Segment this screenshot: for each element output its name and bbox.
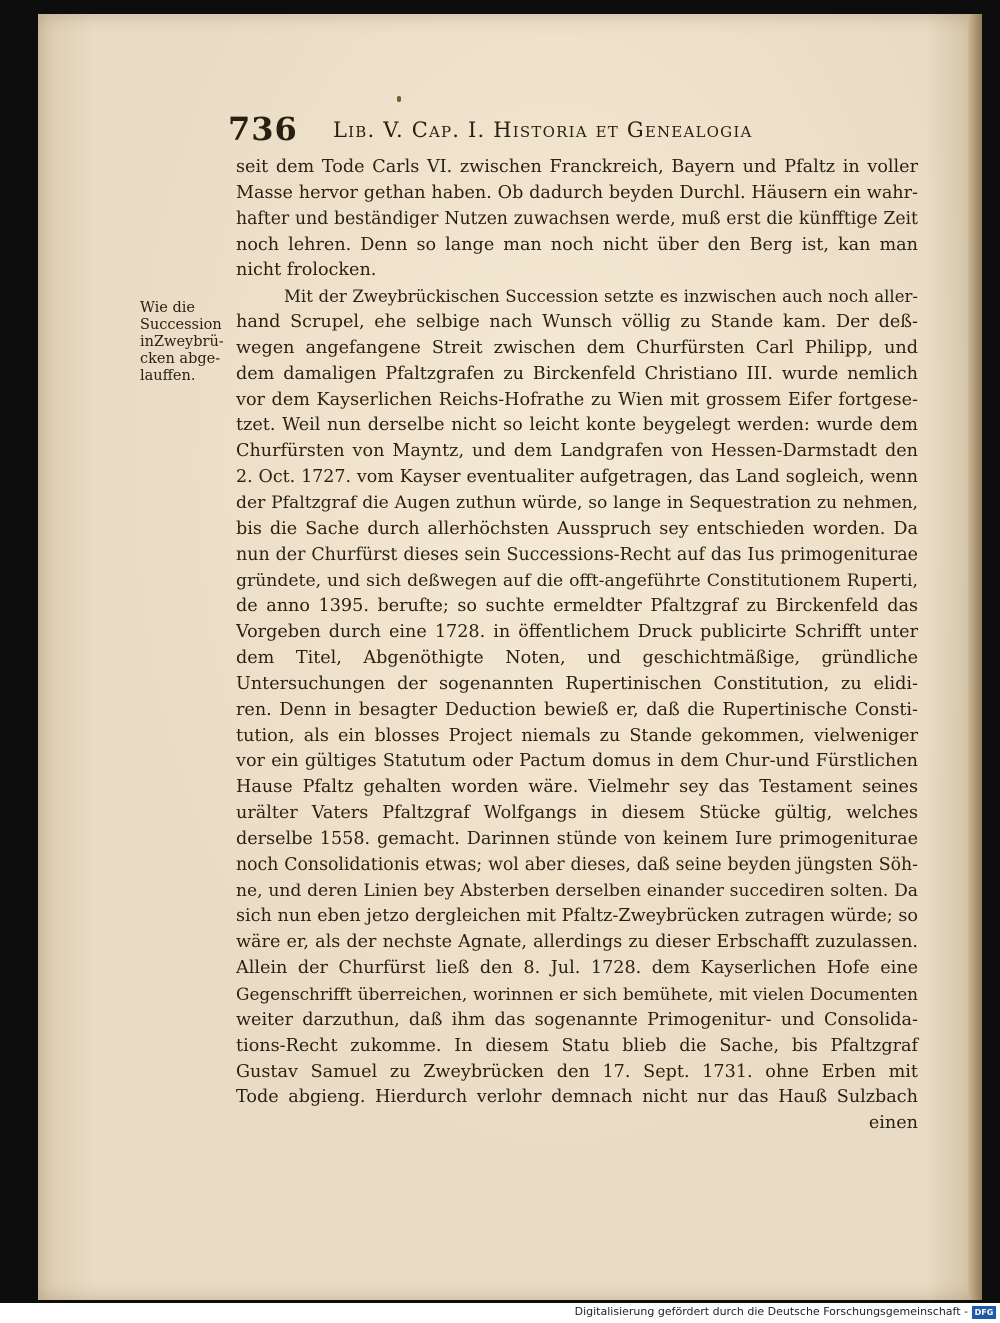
text-line: Allein der Churfürst ließ den 8. Jul. 1728. dem Kayserlichen Hofe eine <box>236 958 918 979</box>
text-line: der Pfaltzgraf die Augen zuthun würde, so lange in Sequestration zu nehmen, <box>236 492 918 513</box>
text-line: Untersuchungen der sogenannten Rupertinischen Constitution, zu elidi- <box>236 673 918 694</box>
text-line: derselbe 1558. gemacht. Darinnen stünde von keinem Iure primogeniturae <box>236 828 918 849</box>
text-line: ne, und deren Linien bey Absterben derselben einander succediren solten. Da <box>236 880 918 901</box>
text-line: noch lehren. Denn so lange man noch nicht über den Berg ist, kan man <box>236 234 918 255</box>
text-line: vor dem Kayserlichen Reichs-Hofrathe zu Wien mit grossem Eifer fortgese- <box>236 389 918 410</box>
text-line: wegen angefangene Streit zwischen dem Churfürsten Carl Philipp, und <box>236 337 918 358</box>
text-line: seit dem Tode Carls VI. zwischen Franckreich, Bayern und Pfaltz in voller <box>236 157 918 177</box>
text-line: vor ein gültiges Statutum oder Pactum domus in dem Chur-und Fürstlichen <box>236 751 918 772</box>
page-header <box>228 110 918 150</box>
text-line: sich nun eben jetzo dergleichen mit Pfaltz-Zweybrücken zutragen würde; so <box>236 906 918 927</box>
catchword: einen <box>868 1113 918 1134</box>
text-line: 2. Oct. 1727. vom Kayser eventualiter aufgetragen, das Land sogleich, wenn <box>236 467 918 488</box>
text-line: nun der Churfürst dieses sein Successions-Recht auf das Ius primogeniturae <box>236 544 918 565</box>
text-line: noch Consolidationis etwas; wol aber dieses, daß seine beyden jüngsten Söh- <box>236 854 918 875</box>
margin-note <box>140 300 235 385</box>
text-line: bis die Sache durch allerhöchsten Ausspruch sey entschieden worden. Da <box>236 518 918 539</box>
dfg-logo-icon: DFG <box>972 1306 996 1319</box>
page-edge <box>968 14 982 1300</box>
text-line: tzet. Weil nun derselbe nicht so leicht konte beygelegt werden: wurde dem <box>236 415 918 436</box>
text-line: hafter und beständiger Nutzen zuwachsen werde, muß erst die künfftige Zeit <box>236 208 918 229</box>
text-line: tions-Recht zukomme. In diesem Statu blieb die Sache, bis Pfaltzgraf <box>236 1035 918 1056</box>
margin-note-line: Succession <box>140 317 222 333</box>
text-line: Masse hervor gethan haben. Ob dadurch beyden Durchl. Häusern ein wahr- <box>236 182 918 203</box>
text-line: Tode abgieng. Hierdurch verlohr demnach nicht nur das Hauß Sulzbach <box>236 1087 918 1108</box>
margin-note-line: inZweybrü- <box>140 334 224 350</box>
text-line: de anno 1395. berufte; so suchte ermeldter Pfaltzgraf zu Birckenfeld das <box>236 596 918 617</box>
text-line: weiter darzuthun, daß ihm das sogenannte Primogenitur- und Consolida- <box>236 1009 918 1030</box>
text-line: tution, als ein blosses Project niemals zu Stande gekommen, vielweniger <box>236 725 918 746</box>
text-line: dem damaligen Pfaltzgrafen zu Birckenfeld Christiano III. wurde nemlich <box>236 363 918 384</box>
text-line: nicht frolocken. <box>236 260 377 281</box>
page-number: 736 <box>228 110 298 148</box>
text-line: Vorgeben durch eine 1728. in öffentlichem Druck publicirte Schrifft unter <box>236 622 918 643</box>
text-line: gründete, und sich deßwegen auf die offt-angeführte Constitutionem Ruperti, <box>236 570 918 591</box>
text-line: Gustav Samuel zu Zweybrücken den 17. Sept. 1731. ohne Erben mit <box>236 1061 918 1082</box>
margin-note-line: cken abge- <box>140 351 221 367</box>
running-title: Lib. V. Cap. I. Historia et Genealogia <box>333 118 753 142</box>
text-line: Churfürsten von Mayntz, und dem Landgrafen von Hessen-Darmstadt den <box>236 441 918 462</box>
text-line: Hause Pfaltz gehalten worden wäre. Vielmehr sey das Testament seines <box>236 777 918 798</box>
margin-note-line: lauffen. <box>140 368 196 384</box>
margin-note-line: Wie die <box>140 300 195 316</box>
text-line: urälter Vaters Pfaltzgraf Wolfgangs in diesem Stücke gültig, welches <box>236 803 918 824</box>
text-line: wäre er, als der nechste Agnate, allerdings zu dieser Erbschafft zuzulassen. <box>236 932 918 953</box>
text-line: Mit der Zweybrückischen Succession setzte es inzwischen auch noch aller- <box>284 287 918 307</box>
text-line: hand Scrupel, ehe selbige nach Wunsch völlig zu Stande kam. Der deß- <box>236 312 918 333</box>
body-text <box>236 155 918 1137</box>
text-line: ren. Denn in besagter Deduction bewieß er, daß die Rupertinische Consti- <box>236 699 918 720</box>
ink-spot <box>397 96 401 102</box>
text-line: Gegenschrifft überreichen, worinnen er sich bemühete, mit vielen Documenten <box>236 984 918 1004</box>
text-line: dem Titel, Abgenöthigte Noten, und geschichtmäßige, gründliche <box>236 648 918 669</box>
footer-credit: Digitalisierung gefördert durch die Deutsche Forschungsgemeinschaft - <box>574 1305 968 1318</box>
footer-bar <box>0 1303 1000 1323</box>
